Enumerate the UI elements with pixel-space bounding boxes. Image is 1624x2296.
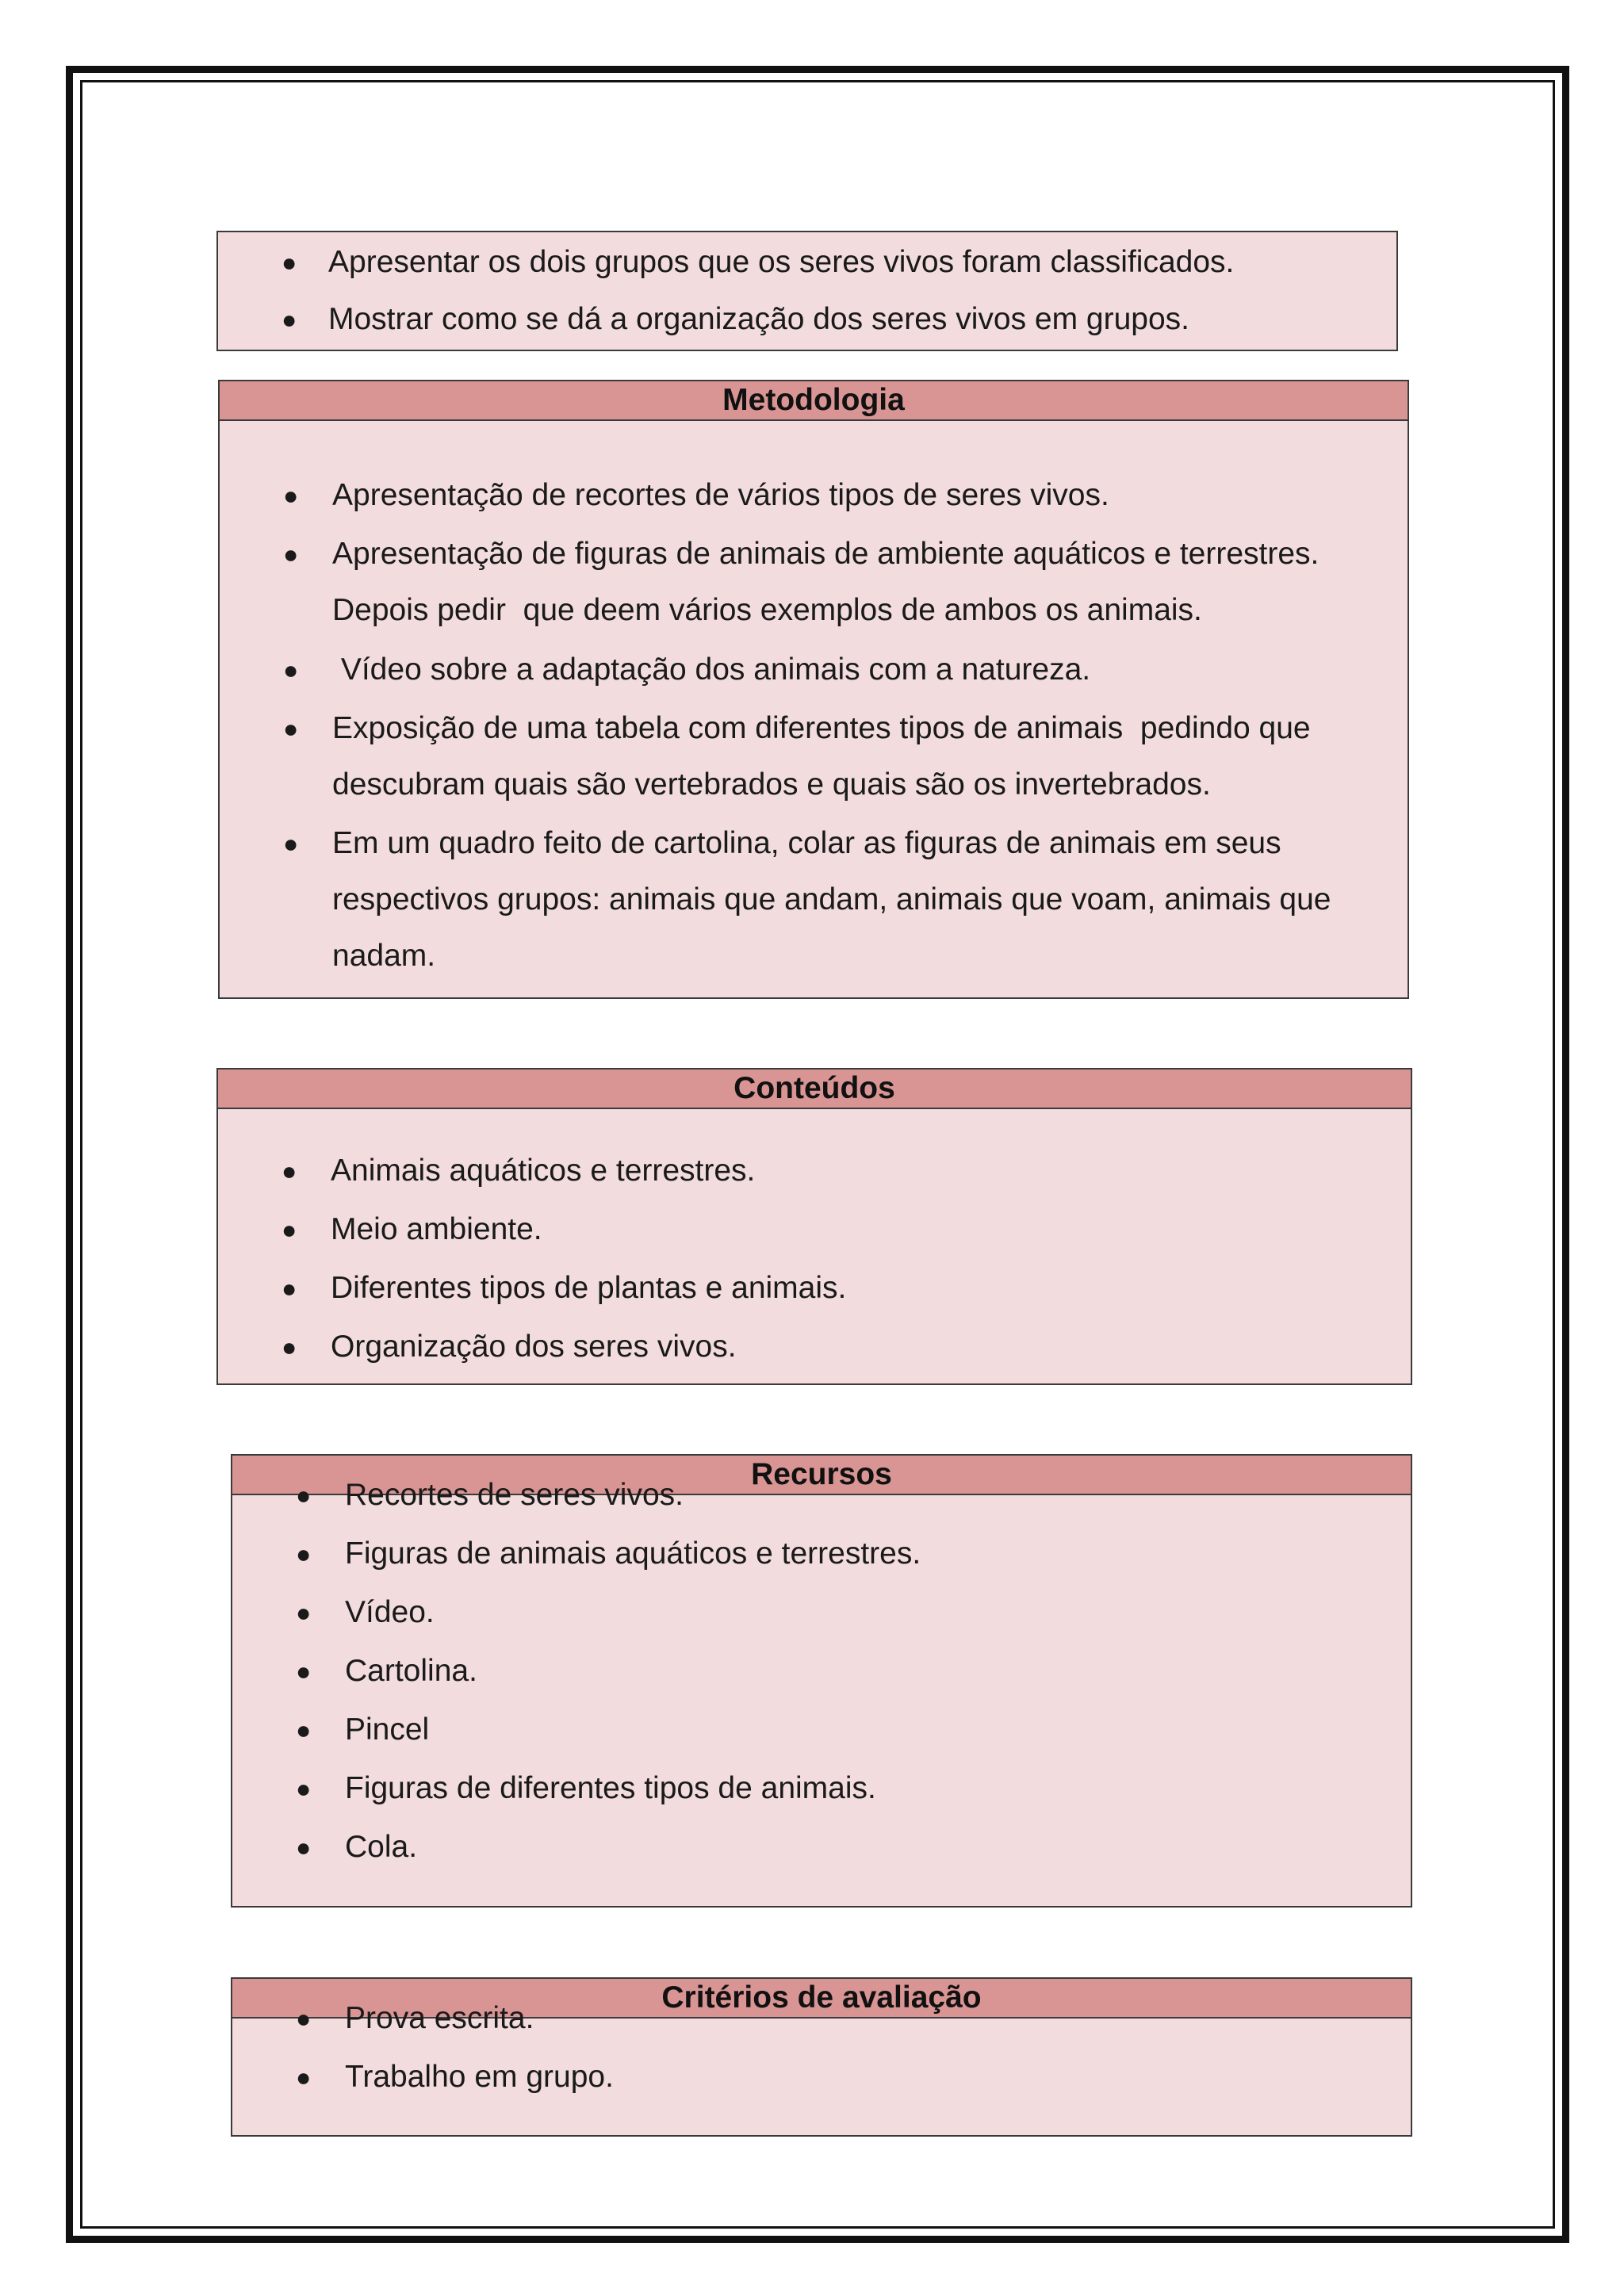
bullet-icon: ● [283,481,299,510]
list-item: Apresentação de recortes de vários tipos de seres vivos. [332,478,1109,512]
list-item: Cartolina. [345,1654,477,1688]
conteudos-box [216,1068,1412,1385]
list-item: Organização dos seres vivos. [331,1330,737,1364]
list-item: Prova escrita. [345,2001,534,2035]
section-title: Recursos [232,1456,1411,1495]
list-item: Vídeo. [345,1595,435,1629]
list-item: Cola. [345,1830,418,1864]
bullet-icon: ● [283,656,299,684]
bullet-icon: ● [282,1333,297,1361]
list-item-continuation: nadam. [332,939,436,973]
list-item: Exposição de uma tabela com diferentes tipos de animais pedindo que [332,711,1311,745]
list-item: Apresentação de figuras de animais de ambiente aquáticos e terrestres. [332,537,1320,571]
section-title: Conteúdos [218,1070,1411,1109]
section-title: Metodologia [220,381,1408,421]
list-item: Recortes de seres vivos. [345,1478,684,1512]
objective-text: Apresentar os dois grupos que os seres vivos foram classificados. [328,245,1235,279]
bullet-icon: ● [283,714,299,743]
bullet-icon: ● [296,1774,312,1803]
bullet-icon: ● [296,1657,312,1686]
bullet-icon: ● [282,1215,297,1244]
list-item: Diferentes tipos de plantas e animais. [331,1271,847,1305]
list-item [218,291,1396,348]
metodologia-box [218,380,1409,999]
list-item: Em um quadro feito de cartolina, colar as figuras de animais em seus [332,826,1281,860]
list-item: Vídeo sobre a adaptação dos animais com a natureza. [332,652,1091,687]
bullet-icon: ● [283,829,299,858]
section-title: Critérios de avaliação [232,1979,1411,2019]
bullet-icon: ● [296,2063,312,2091]
list-item: Animais aquáticos e terrestres. [331,1154,756,1188]
list-item: Meio ambiente. [331,1212,542,1246]
list-item [218,234,1396,291]
list-item: Figuras de diferentes tipos de animais. [345,1771,876,1805]
objective-text: Mostrar como se dá a organização dos seres vivos em grupos. [328,302,1190,336]
list-item: Pincel [345,1712,430,1747]
bullet-icon: ● [282,1157,297,1185]
list-item: Trabalho em grupo. [345,2060,614,2094]
bullet-icon: ● [296,1598,312,1627]
bullet-icon: ● [296,1540,312,1568]
criterios-box [231,1977,1412,2137]
list-item-continuation: respectivos grupos: animais que andam, animais que voam, animais que [332,882,1331,916]
bullet-icon: ● [296,1716,312,1744]
bullet-icon: ● [296,1481,312,1510]
bullet-icon: ● [296,1833,312,1862]
list-item-continuation: descubram quais são vertebrados e quais são os invertebrados. [332,767,1211,802]
recursos-box [231,1454,1412,1908]
bullet-icon: ● [282,1274,297,1303]
bullet-icon: ● [296,2004,312,2033]
bullet-icon: ● [283,540,299,568]
list-item-continuation: Depois pedir que deem vários exemplos de ambos os animais. [332,593,1202,627]
bullet-icon: ● [282,248,297,277]
objectives-box [216,231,1398,351]
list-item: Figuras de animais aquáticos e terrestres. [345,1536,921,1571]
bullet-icon: ● [282,305,297,334]
